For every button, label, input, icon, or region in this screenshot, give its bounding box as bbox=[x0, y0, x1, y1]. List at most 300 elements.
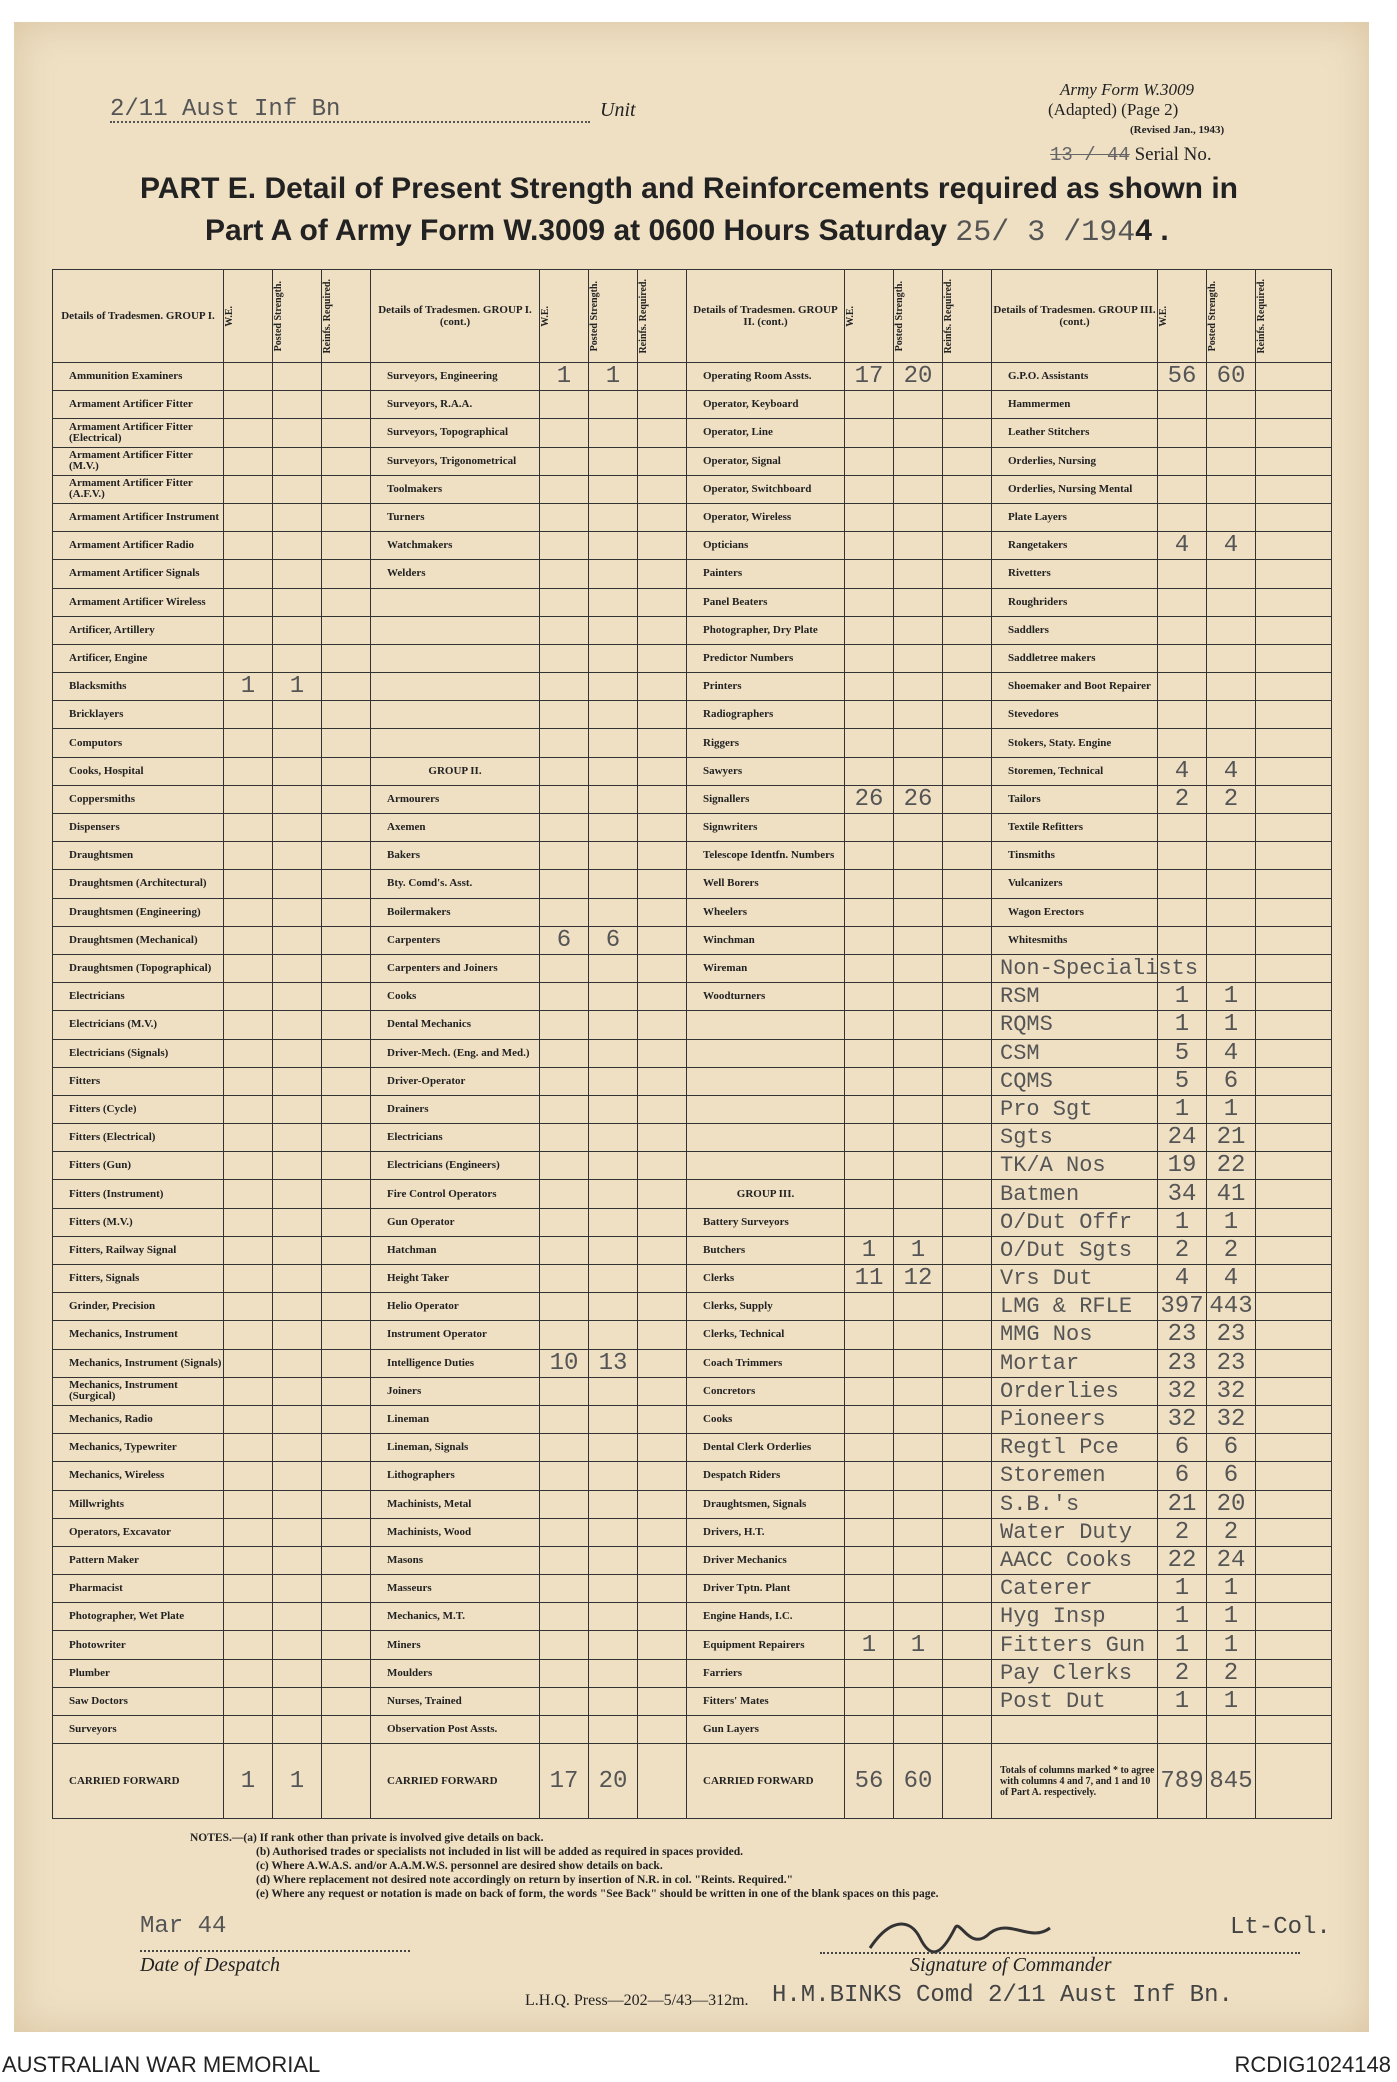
posted-strength-cell bbox=[589, 870, 638, 898]
we-cell bbox=[224, 1236, 273, 1264]
posted-strength-cell bbox=[273, 1208, 322, 1236]
trade-name-cell: Surveyors, Trigonometrical bbox=[371, 447, 540, 475]
trade-name-cell: AACC Cooks bbox=[992, 1546, 1158, 1574]
we-cell: 1 bbox=[224, 673, 273, 701]
reinfs-required-cell bbox=[1256, 419, 1332, 447]
reinfs-required-cell bbox=[1256, 391, 1332, 419]
reinfs-required-cell bbox=[1256, 1631, 1332, 1659]
posted-strength-cell bbox=[1207, 503, 1256, 531]
posted-strength-cell bbox=[589, 1518, 638, 1546]
we-cell bbox=[224, 588, 273, 616]
we-cell bbox=[224, 644, 273, 672]
posted-strength-cell bbox=[894, 391, 943, 419]
carried-forward-label: CARRIED FORWARD bbox=[53, 1744, 224, 1819]
cf-total-we: 789 bbox=[1158, 1744, 1207, 1819]
col-reinfs bbox=[638, 270, 687, 363]
trade-name-cell bbox=[371, 588, 540, 616]
trade-name-cell: LMG & RFLE bbox=[992, 1293, 1158, 1321]
posted-strength-cell bbox=[894, 1180, 943, 1208]
reinfs-required-cell bbox=[943, 1377, 992, 1405]
trade-name-cell: Operator, Switchboard bbox=[687, 475, 845, 503]
we-cell bbox=[224, 475, 273, 503]
col-reinfs bbox=[322, 270, 371, 363]
posted-strength-cell bbox=[273, 870, 322, 898]
form-ref-line2: (Adapted) (Page 2) bbox=[1048, 100, 1179, 119]
trade-name-cell: Sawyers bbox=[687, 757, 845, 785]
reinfs-required-cell bbox=[1256, 954, 1332, 982]
table-row bbox=[53, 898, 1332, 926]
reinfs-required-cell bbox=[1256, 1236, 1332, 1264]
table-row bbox=[53, 983, 1332, 1011]
posted-strength-cell bbox=[273, 1067, 322, 1095]
posted-strength-cell bbox=[589, 1575, 638, 1603]
we-cell bbox=[540, 1659, 589, 1687]
reinfs-required-cell bbox=[943, 954, 992, 982]
reinfs-required-cell bbox=[943, 1659, 992, 1687]
we-cell bbox=[540, 447, 589, 475]
reinfs-required-cell bbox=[1256, 588, 1332, 616]
posted-strength-cell bbox=[589, 616, 638, 644]
posted-strength-cell bbox=[1207, 447, 1256, 475]
we-cell bbox=[540, 1039, 589, 1067]
totals-note: Totals of columns marked * to agree with columns 4 and 7, and 1 and 10 of Part A. respectively. bbox=[992, 1744, 1158, 1819]
trade-name-cell: Axemen bbox=[371, 814, 540, 842]
reinfs-required-cell bbox=[638, 503, 687, 531]
trade-name-cell: Telescope Identfn. Numbers bbox=[687, 842, 845, 870]
we-cell: 56 bbox=[1158, 363, 1207, 391]
posted-strength-cell bbox=[589, 1011, 638, 1039]
we-cell bbox=[540, 644, 589, 672]
we-cell bbox=[540, 1434, 589, 1462]
we-cell bbox=[845, 1293, 894, 1321]
trade-name-cell: Predictor Numbers bbox=[687, 644, 845, 672]
reinfs-required-cell bbox=[943, 898, 992, 926]
table-row bbox=[53, 1434, 1332, 1462]
col-we bbox=[224, 270, 273, 363]
posted-strength-cell bbox=[589, 701, 638, 729]
table-row bbox=[53, 926, 1332, 954]
trade-name-cell: Draughtsmen bbox=[53, 842, 224, 870]
trade-name-cell: Signallers bbox=[687, 785, 845, 813]
posted-strength-cell bbox=[894, 475, 943, 503]
we-cell bbox=[540, 560, 589, 588]
posted-strength-cell bbox=[1207, 898, 1256, 926]
reinfs-required-cell bbox=[1256, 1039, 1332, 1067]
trade-name-cell: Fitters (Cycle) bbox=[53, 1095, 224, 1123]
posted-strength-cell: 1 bbox=[894, 1631, 943, 1659]
reinfs-required-cell bbox=[638, 1321, 687, 1349]
reinfs-required-cell bbox=[943, 1124, 992, 1152]
trade-name-cell: GROUP III. bbox=[687, 1180, 845, 1208]
posted-strength-cell bbox=[894, 842, 943, 870]
we-cell: 1 bbox=[540, 363, 589, 391]
we-cell bbox=[845, 1546, 894, 1574]
posted-strength-cell bbox=[273, 616, 322, 644]
reinfs-required-cell bbox=[322, 447, 371, 475]
we-cell: 17 bbox=[845, 363, 894, 391]
we-cell: 1 bbox=[1158, 1631, 1207, 1659]
we-cell: 2 bbox=[1158, 1659, 1207, 1687]
posted-strength-cell bbox=[589, 475, 638, 503]
reinfs-required-cell bbox=[322, 1716, 371, 1744]
trade-name-cell: Whitesmiths bbox=[992, 926, 1158, 954]
trade-name-cell: Computors bbox=[53, 729, 224, 757]
trade-name-cell: Rivetters bbox=[992, 560, 1158, 588]
posted-strength-cell bbox=[894, 1321, 943, 1349]
reinfs-required-cell bbox=[638, 475, 687, 503]
table-row bbox=[53, 1687, 1332, 1715]
col-posted-label: Posted Strength. bbox=[894, 280, 905, 352]
posted-strength-cell bbox=[589, 1405, 638, 1433]
reinfs-required-cell bbox=[1256, 363, 1332, 391]
reinfs-required-cell bbox=[638, 1518, 687, 1546]
reinfs-required-cell bbox=[322, 1236, 371, 1264]
reinfs-required-cell bbox=[943, 1236, 992, 1264]
trade-name-cell: Pioneers bbox=[992, 1405, 1158, 1433]
cf-g2c-we: 56 bbox=[845, 1744, 894, 1819]
reinfs-required-cell bbox=[1256, 785, 1332, 813]
reinfs-required-cell bbox=[943, 1067, 992, 1095]
we-cell bbox=[845, 1321, 894, 1349]
posted-strength-cell bbox=[589, 588, 638, 616]
posted-strength-cell bbox=[894, 1208, 943, 1236]
table-row bbox=[53, 1236, 1332, 1264]
trade-name-cell: Operator, Wireless bbox=[687, 503, 845, 531]
table-row bbox=[53, 1631, 1332, 1659]
we-cell: 6 bbox=[540, 926, 589, 954]
reinfs-required-cell bbox=[322, 1575, 371, 1603]
reinfs-required-cell bbox=[943, 1011, 992, 1039]
posted-strength-cell bbox=[589, 447, 638, 475]
we-cell bbox=[540, 1716, 589, 1744]
posted-strength-cell: 1 bbox=[894, 1236, 943, 1264]
trade-name-cell: Electricians (Signals) bbox=[53, 1039, 224, 1067]
posted-strength-cell bbox=[273, 1659, 322, 1687]
posted-strength-cell bbox=[894, 1152, 943, 1180]
trade-name-cell: Armament Artificer Fitter bbox=[53, 391, 224, 419]
reinfs-required-cell bbox=[1256, 1716, 1332, 1744]
posted-strength-cell bbox=[273, 926, 322, 954]
reinfs-required-cell bbox=[638, 1293, 687, 1321]
trade-name-cell: Clerks, Technical bbox=[687, 1321, 845, 1349]
col-posted-label: Posted Strength. bbox=[589, 280, 600, 352]
we-cell: 1 bbox=[1158, 1011, 1207, 1039]
we-cell bbox=[540, 898, 589, 926]
reinfs-required-cell bbox=[322, 1405, 371, 1433]
posted-strength-cell bbox=[273, 1321, 322, 1349]
posted-strength-cell bbox=[273, 1490, 322, 1518]
signature-label: Signature of Commander bbox=[910, 1954, 1112, 1976]
we-cell bbox=[224, 898, 273, 926]
posted-strength-cell bbox=[589, 1067, 638, 1095]
posted-strength-cell bbox=[273, 644, 322, 672]
reinfs-required-cell bbox=[322, 870, 371, 898]
posted-strength-cell bbox=[273, 1687, 322, 1715]
we-cell bbox=[845, 701, 894, 729]
reinfs-required-cell bbox=[638, 419, 687, 447]
table-row bbox=[53, 588, 1332, 616]
reinfs-required-cell bbox=[1256, 560, 1332, 588]
cf-g1-we: 1 bbox=[224, 1744, 273, 1819]
posted-strength-cell bbox=[894, 419, 943, 447]
posted-strength-cell bbox=[894, 1067, 943, 1095]
trade-name-cell: Driver-Operator bbox=[371, 1067, 540, 1095]
col-we bbox=[845, 270, 894, 363]
trade-name-cell: Mortar bbox=[992, 1349, 1158, 1377]
col-reinfs-label: Reinfs. Required. bbox=[638, 278, 649, 354]
trade-name-cell: Well Borers bbox=[687, 870, 845, 898]
we-cell bbox=[540, 1321, 589, 1349]
reinfs-required-cell bbox=[943, 1518, 992, 1546]
trade-name-cell: Non-Specialists bbox=[992, 954, 1158, 982]
reinfs-required-cell bbox=[1256, 757, 1332, 785]
we-cell bbox=[845, 729, 894, 757]
we-cell bbox=[540, 475, 589, 503]
trade-name-cell: Radiographers bbox=[687, 701, 845, 729]
posted-strength-cell bbox=[894, 1716, 943, 1744]
posted-strength-cell bbox=[1207, 954, 1256, 982]
reinfs-required-cell bbox=[1256, 1152, 1332, 1180]
we-cell: 4 bbox=[1158, 532, 1207, 560]
we-cell: 6 bbox=[1158, 1462, 1207, 1490]
we-cell bbox=[224, 785, 273, 813]
reinfs-required-cell bbox=[638, 1631, 687, 1659]
trade-name-cell: Fitters (M.V.) bbox=[53, 1208, 224, 1236]
table-row bbox=[53, 785, 1332, 813]
we-cell: 1 bbox=[1158, 1603, 1207, 1631]
we-cell bbox=[845, 870, 894, 898]
we-cell bbox=[224, 1631, 273, 1659]
posted-strength-cell bbox=[273, 1716, 322, 1744]
reinfs-required-cell bbox=[1256, 1687, 1332, 1715]
trade-name-cell bbox=[687, 1011, 845, 1039]
trade-name-cell: Artificer, Artillery bbox=[53, 616, 224, 644]
we-cell: 2 bbox=[1158, 1236, 1207, 1264]
reinfs-required-cell bbox=[638, 1659, 687, 1687]
reinfs-required-cell bbox=[943, 1208, 992, 1236]
we-cell bbox=[224, 532, 273, 560]
we-cell: 1 bbox=[1158, 983, 1207, 1011]
we-cell bbox=[540, 1265, 589, 1293]
col-posted bbox=[894, 270, 943, 363]
reinfs-required-cell bbox=[638, 785, 687, 813]
reinfs-required-cell bbox=[1256, 503, 1332, 531]
trade-name-cell: Blacksmiths bbox=[53, 673, 224, 701]
trade-name-cell: G.P.O. Assistants bbox=[992, 363, 1158, 391]
we-cell bbox=[224, 842, 273, 870]
reinfs-required-cell bbox=[322, 1095, 371, 1123]
posted-strength-cell bbox=[273, 954, 322, 982]
trade-name-cell: Fitters, Railway Signal bbox=[53, 1236, 224, 1264]
strength-table bbox=[52, 269, 1332, 1819]
reinfs-required-cell bbox=[638, 673, 687, 701]
table-row bbox=[53, 1152, 1332, 1180]
table-body bbox=[53, 363, 1332, 1744]
posted-strength-cell bbox=[589, 644, 638, 672]
trade-name-cell: Moulders bbox=[371, 1659, 540, 1687]
we-cell: 32 bbox=[1158, 1377, 1207, 1405]
we-cell bbox=[1158, 447, 1207, 475]
trade-name-cell: Clerks bbox=[687, 1265, 845, 1293]
trade-name-cell: Mechanics, Typewriter bbox=[53, 1434, 224, 1462]
col-reinfs bbox=[943, 270, 992, 363]
trade-name-cell: Concretors bbox=[687, 1377, 845, 1405]
table-row bbox=[53, 870, 1332, 898]
we-cell: 1 bbox=[845, 1631, 894, 1659]
posted-strength-cell bbox=[589, 814, 638, 842]
we-cell bbox=[845, 1349, 894, 1377]
reinfs-required-cell bbox=[1256, 842, 1332, 870]
we-cell bbox=[540, 1011, 589, 1039]
we-cell bbox=[845, 1124, 894, 1152]
cf-g1c-we: 17 bbox=[540, 1744, 589, 1819]
trade-name-cell: Hammermen bbox=[992, 391, 1158, 419]
we-cell bbox=[845, 1095, 894, 1123]
trade-name-cell: Winchman bbox=[687, 926, 845, 954]
we-cell bbox=[224, 1575, 273, 1603]
trade-name-cell: Pro Sgt bbox=[992, 1095, 1158, 1123]
posted-strength-cell bbox=[894, 1095, 943, 1123]
reinfs-required-cell bbox=[322, 1067, 371, 1095]
reinfs-required-cell bbox=[1256, 1321, 1332, 1349]
we-cell bbox=[224, 954, 273, 982]
col-posted bbox=[273, 270, 322, 363]
we-cell bbox=[540, 1377, 589, 1405]
trade-name-cell: Millwrights bbox=[53, 1490, 224, 1518]
reinfs-required-cell bbox=[943, 1349, 992, 1377]
trade-name-cell: Saddletree makers bbox=[992, 644, 1158, 672]
col-we-label: W.E. bbox=[845, 305, 856, 327]
trade-name-cell: GROUP II. bbox=[371, 757, 540, 785]
reinfs-required-cell bbox=[1256, 1180, 1332, 1208]
we-cell bbox=[540, 1405, 589, 1433]
table-row bbox=[53, 1321, 1332, 1349]
we-cell bbox=[224, 1208, 273, 1236]
cf-g1-posted: 1 bbox=[273, 1744, 322, 1819]
we-cell bbox=[540, 419, 589, 447]
we-cell bbox=[845, 1067, 894, 1095]
reinfs-required-cell bbox=[322, 1180, 371, 1208]
reinfs-required-cell bbox=[322, 983, 371, 1011]
trade-name-cell: Artificer, Engine bbox=[53, 644, 224, 672]
table-row bbox=[53, 503, 1332, 531]
posted-strength-cell bbox=[894, 1293, 943, 1321]
posted-strength-cell bbox=[894, 757, 943, 785]
reinfs-required-cell bbox=[638, 1011, 687, 1039]
trade-name-cell: Cooks bbox=[687, 1405, 845, 1433]
trade-name-cell: Surveyors, Engineering bbox=[371, 363, 540, 391]
posted-strength-cell bbox=[894, 1546, 943, 1574]
posted-strength-cell bbox=[894, 560, 943, 588]
trade-name-cell: Armament Artificer Fitter (Electrical) bbox=[53, 419, 224, 447]
we-cell bbox=[540, 842, 589, 870]
table-row bbox=[53, 1575, 1332, 1603]
reinfs-required-cell bbox=[943, 1180, 992, 1208]
reinfs-required-cell bbox=[638, 1434, 687, 1462]
posted-strength-cell: 1 bbox=[1207, 983, 1256, 1011]
trade-name-cell: Electricians (M.V.) bbox=[53, 1011, 224, 1039]
trade-name-cell: Miners bbox=[371, 1631, 540, 1659]
trade-name-cell: Orderlies bbox=[992, 1377, 1158, 1405]
col-we bbox=[540, 270, 589, 363]
we-cell bbox=[845, 983, 894, 1011]
posted-strength-cell bbox=[1207, 842, 1256, 870]
we-cell bbox=[224, 1603, 273, 1631]
posted-strength-cell bbox=[894, 1434, 943, 1462]
we-cell bbox=[224, 1434, 273, 1462]
trade-name-cell: Driver Mechanics bbox=[687, 1546, 845, 1574]
trade-name-cell: Wireman bbox=[687, 954, 845, 982]
despatch-value: Mar 44 bbox=[140, 1913, 227, 1940]
reinfs-required-cell bbox=[638, 1377, 687, 1405]
we-cell: 32 bbox=[1158, 1405, 1207, 1433]
we-cell: 23 bbox=[1158, 1349, 1207, 1377]
posted-strength-cell bbox=[589, 503, 638, 531]
posted-strength-cell bbox=[273, 814, 322, 842]
reinfs-required-cell bbox=[322, 1265, 371, 1293]
posted-strength-cell bbox=[894, 926, 943, 954]
reinfs-required-cell bbox=[322, 926, 371, 954]
we-cell bbox=[1158, 870, 1207, 898]
we-cell bbox=[845, 1462, 894, 1490]
reinfs-required-cell bbox=[1256, 673, 1332, 701]
table-row bbox=[53, 616, 1332, 644]
reinfs-required-cell bbox=[943, 701, 992, 729]
we-cell bbox=[540, 391, 589, 419]
trade-name-cell: Water Duty bbox=[992, 1518, 1158, 1546]
trade-name-cell: Plumber bbox=[53, 1659, 224, 1687]
reinfs-required-cell bbox=[943, 532, 992, 560]
posted-strength-cell bbox=[273, 842, 322, 870]
posted-strength-cell: 20 bbox=[1207, 1490, 1256, 1518]
posted-strength-cell bbox=[894, 447, 943, 475]
reinfs-required-cell bbox=[943, 560, 992, 588]
trade-name-cell: Surveyors, Topographical bbox=[371, 419, 540, 447]
posted-strength-cell: 24 bbox=[1207, 1546, 1256, 1574]
posted-strength-cell: 1 bbox=[1207, 1208, 1256, 1236]
posted-strength-cell bbox=[589, 673, 638, 701]
cf-total-posted: 845 bbox=[1207, 1744, 1256, 1819]
we-cell bbox=[845, 588, 894, 616]
col-posted-label: Posted Strength. bbox=[273, 280, 284, 352]
press-line: L.H.Q. Press—202—5/43—312m. bbox=[525, 1992, 749, 2009]
posted-strength-cell bbox=[589, 1293, 638, 1321]
trade-name-cell: Draughtsmen (Engineering) bbox=[53, 898, 224, 926]
form-ref-line1: Army Form W.3009 bbox=[1060, 80, 1194, 99]
we-cell bbox=[540, 532, 589, 560]
reinfs-required-cell bbox=[638, 701, 687, 729]
posted-strength-cell bbox=[273, 1011, 322, 1039]
reinfs-required-cell bbox=[638, 757, 687, 785]
we-cell: 1 bbox=[845, 1236, 894, 1264]
trade-name-cell: Machinists, Metal bbox=[371, 1490, 540, 1518]
we-cell bbox=[224, 391, 273, 419]
page-title-line2 bbox=[205, 214, 1305, 250]
table-row bbox=[53, 1180, 1332, 1208]
posted-strength-cell: 4 bbox=[1207, 757, 1256, 785]
reinfs-required-cell bbox=[943, 1152, 992, 1180]
trade-name-cell: Mechanics, Radio bbox=[53, 1405, 224, 1433]
we-cell bbox=[1158, 475, 1207, 503]
trade-name-cell: Stokers, Staty. Engine bbox=[992, 729, 1158, 757]
we-cell bbox=[540, 1293, 589, 1321]
we-cell bbox=[1158, 644, 1207, 672]
posted-strength-cell bbox=[273, 475, 322, 503]
reinfs-required-cell bbox=[1256, 1208, 1332, 1236]
posted-strength-cell bbox=[589, 1236, 638, 1264]
we-cell bbox=[845, 954, 894, 982]
we-cell bbox=[845, 1180, 894, 1208]
